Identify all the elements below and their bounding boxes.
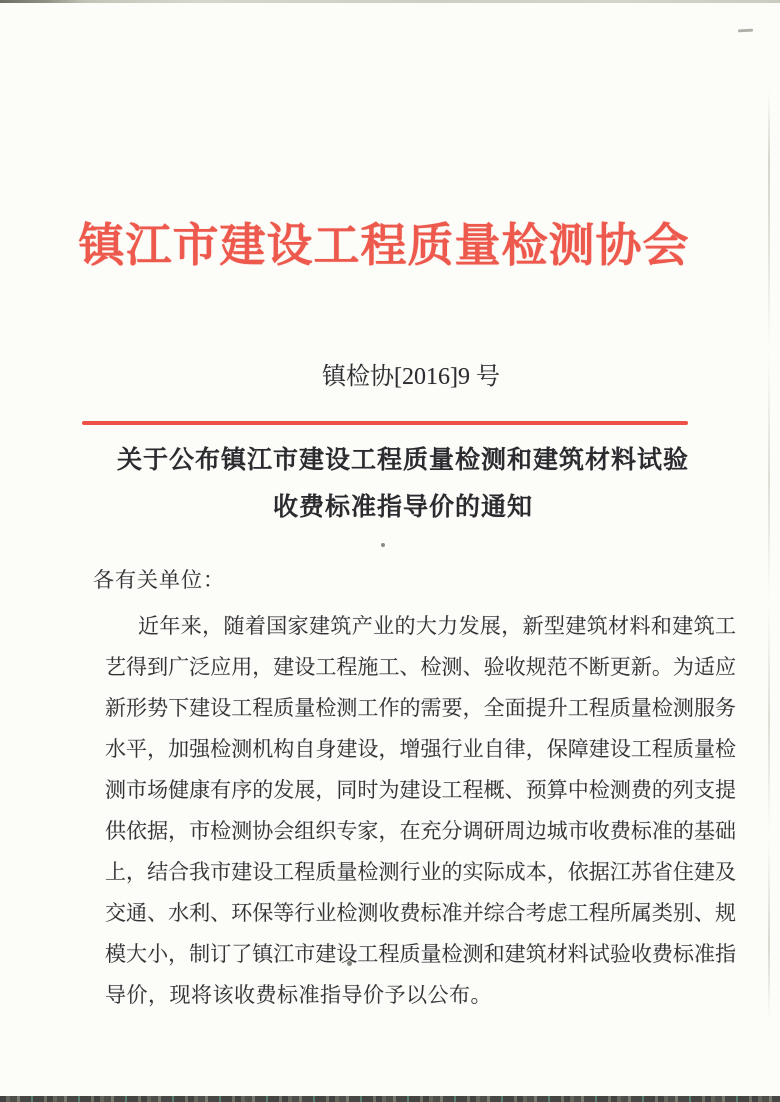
scan-bottom-edge-artifact bbox=[0, 1096, 780, 1102]
scan-top-edge-artifact bbox=[0, 0, 780, 3]
body-line: 测市场健康有序的发展，同时为建设工程概、预算中检测费的列支提 bbox=[105, 778, 736, 802]
body-line: 上，结合我市建设工程质量检测行业的实际成本，依据江苏省住建及 bbox=[105, 860, 736, 884]
body-line: 水平，加强检测机构自身建设，增强行业自律，保障建设工程质量检 bbox=[105, 737, 736, 761]
body-line: 供依据，市检测协会组织专家，在充分调研周边城市收费标准的基础 bbox=[105, 819, 736, 843]
salutation: 各有关单位： bbox=[93, 568, 225, 592]
body-line: 艺得到广泛应用，建设工程施工、检测、验收规范不断更新。为适应 bbox=[105, 655, 736, 679]
body-line: 近年来，随着国家建筑产业的大力发展，新型建筑材料和建筑工 bbox=[138, 614, 736, 638]
letterhead-title: 镇江市建设工程质量检测协会 bbox=[78, 220, 690, 271]
notice-title bbox=[13, 437, 780, 531]
body-line: 交通、水利、环保等行业检测收费标准并综合考虑工程所属类别、规 bbox=[105, 901, 736, 925]
body-line: 导价，现将该收费标准指导价予以公布。 bbox=[105, 983, 492, 1007]
scan-dash-artifact bbox=[738, 29, 753, 33]
document-number: 镇检协[2016]9 号 bbox=[322, 364, 500, 390]
body-line: 新形势下建设工程质量检测工作的需要，全面提升工程质量检测服务 bbox=[105, 696, 736, 720]
body-paragraph bbox=[105, 606, 736, 1016]
red-divider-rule bbox=[82, 421, 688, 425]
scan-speckle-dot bbox=[381, 543, 385, 547]
body-line: 模大小，制订了镇江市建设工程质量检测和建筑材料试验收费标准指 bbox=[105, 942, 736, 966]
notice-title-line1: 关于公布镇江市建设工程质量检测和建筑材料试验 bbox=[116, 447, 689, 474]
notice-title-line2: 收费标准指导价的通知 bbox=[272, 494, 533, 521]
